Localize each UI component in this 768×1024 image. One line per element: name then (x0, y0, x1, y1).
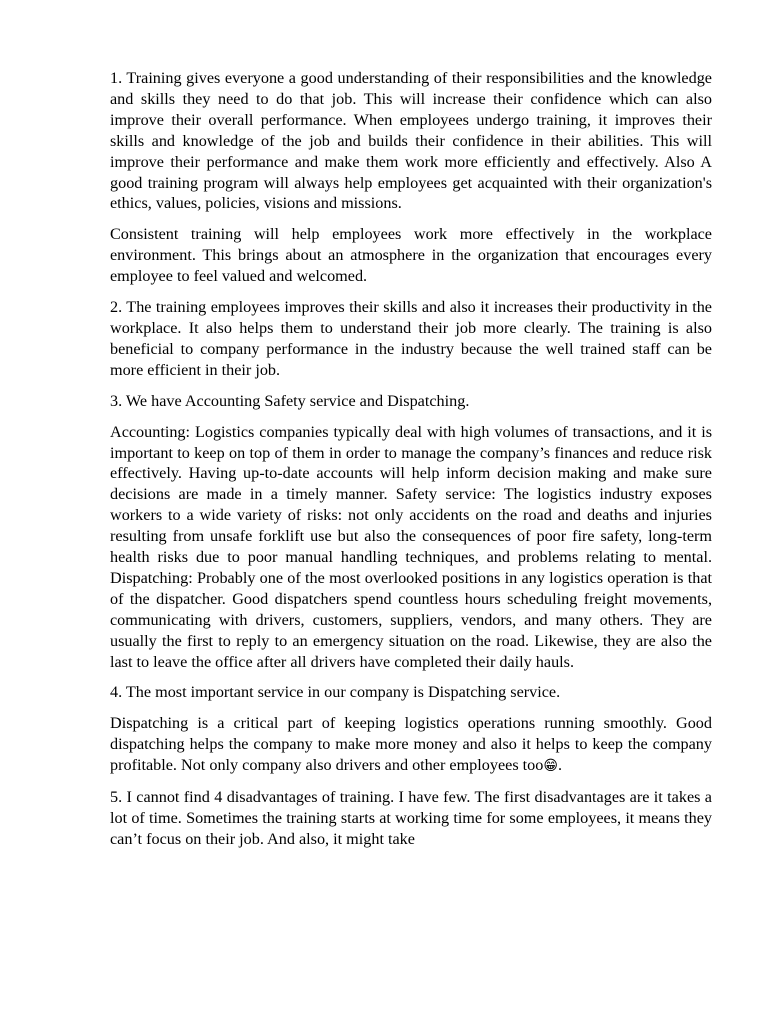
paragraph-8: 5. I cannot find 4 disadvantages of training. I have few. The first disadvantages are it takes a lot of time. Sometimes the training starts at working time for some employees, it means they can’t focus on their job. And also, it might take (110, 788, 712, 848)
paragraph-7 (110, 713, 712, 777)
paragraph-3: 2. The training employees improves their skills and also it increases their productivity in the workplace. It also helps them to understand their job more clearly. The training is also beneficial to company performance in the industry because the well trained staff can be more efficient in their job. (110, 298, 712, 379)
paragraph-6: 4. The most important service in our company is Dispatching service. (110, 683, 561, 702)
paragraph-4: 3. We have Accounting Safety service and Dispatching. (110, 391, 470, 410)
paragraph-7-period: . (557, 756, 563, 775)
paragraph-1: 1. Training gives everyone a good understanding of their responsibilities and the knowledge and skills they need to do that job. This will increase their confidence which can also improve their overall performance. When employees undergo training, it improves their skills and knowledge of the job and builds their confidence in their abilities. This will improve their performance and make them work more efficiently and effectively. Also A good training program will always help employees get acquainted with their organization's ethics, values, policies, visions and missions. (110, 69, 712, 213)
paragraph-5: Accounting: Logistics companies typically deal with high volumes of transactions, and it is important to keep on top of them in order to manage the company’s finances and reduce risk effectively. Having up-to-date accounts will help inform decision making and make sure decisions are made in a timely manner. Safety service: The logistics industry exposes workers to a wide variety of risks: not only accidents on the road and deaths and injuries resulting from unsafe forklift use but also the consequences of poor fire safety, long-term health risks due to poor manual handling techniques, and problems relating to mental. Dispatching: Probably one of the most overlooked positions in any logistics operation is that of the dispatcher. Good dispatchers spend countless hours scheduling freight movements, communicating with drivers, customers, suppliers, vendors, and many others. They are usually the first to reply to an emergency situation on the road. Likewise, they are also the last to leave the office after all drivers have completed their daily hauls. (110, 422, 712, 671)
grin-emoji-icon: 😁 (543, 758, 558, 775)
paragraph-7-text: Dispatching is a critical part of keeping logistics operations running smoothly. Good dispatching helps the company to make more money and also it helps to keep the company profitable. Not only company also drivers and other employees (110, 714, 712, 775)
paragraph-2: Consistent training will help employees work more effectively in the workplace environment. This brings about an atmosphere in the organization that encourages every employee to feel valued and welcomed. (110, 225, 712, 286)
paragraph-7-tail: too (522, 756, 544, 775)
